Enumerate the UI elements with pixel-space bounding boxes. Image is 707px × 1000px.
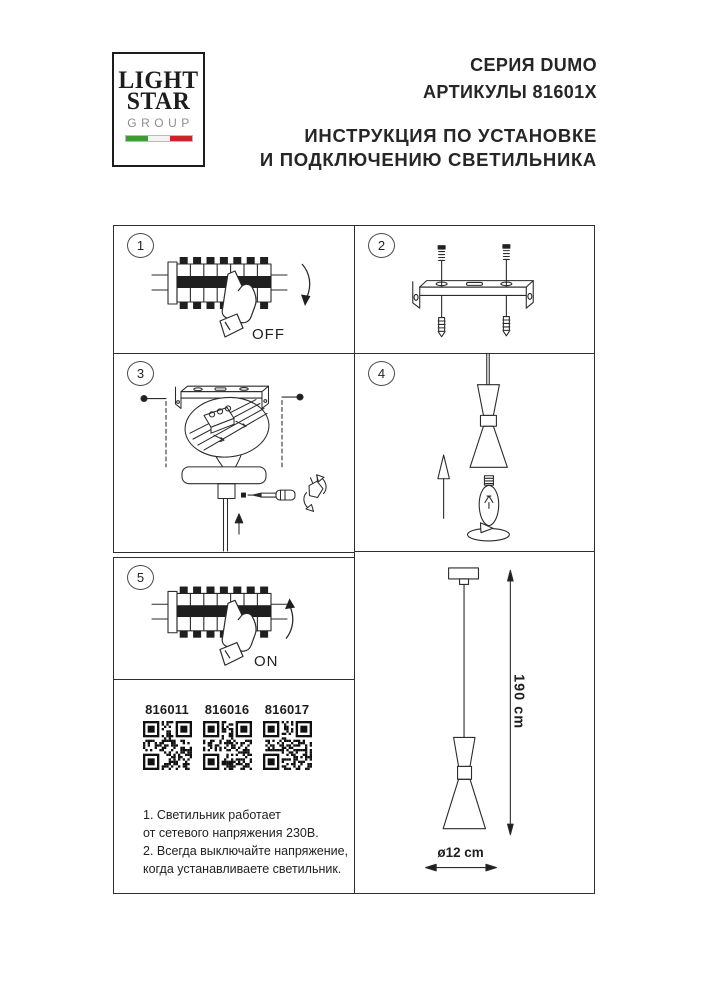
down-arrowhead — [301, 295, 311, 307]
down-arrow — [302, 264, 310, 297]
light-bulb-icon — [479, 476, 499, 526]
instruction-title-line2: И ПОДКЛЮЧЕНИЮ СВЕТИЛЬНИКА — [259, 148, 597, 170]
qr-code-row — [142, 702, 312, 770]
logo-word-light: LIGHT — [118, 67, 199, 94]
up-arrow — [286, 606, 293, 638]
logo-word-group: GROUP — [127, 116, 194, 130]
qr-notes-panel — [113, 679, 355, 894]
up-arrow — [235, 514, 243, 534]
shade-bulb-illustration — [355, 354, 594, 551]
turning-hand-icon — [304, 475, 326, 512]
note-line: от сетевого напряжения 230В. — [143, 826, 319, 840]
diameter-dimension-line — [426, 864, 497, 871]
qr-item — [262, 702, 312, 770]
pendant-dimensions-illustration — [355, 552, 594, 893]
step-2-panel — [354, 225, 595, 354]
up-arrow — [438, 455, 450, 518]
canopy-wiring-illustration — [114, 354, 354, 552]
mounting-bracket — [413, 281, 533, 309]
safety-notes — [143, 806, 348, 878]
step-3-panel — [113, 353, 355, 553]
height-dimension-label: 190 cm — [510, 674, 527, 730]
ceiling-canopy — [182, 467, 266, 551]
qr-item — [142, 702, 192, 770]
terminal-block-magnifier — [183, 394, 272, 475]
off-label: OFF — [252, 326, 285, 343]
logo-word-star: STAR — [126, 88, 191, 115]
qr-code — [263, 721, 312, 770]
step-3-number: 3 — [127, 361, 154, 386]
article-code-label: 816017 — [264, 702, 310, 717]
article-code-label: 816016 — [204, 702, 250, 717]
series-title: СЕРИЯ DUMO — [470, 55, 597, 75]
screwdriver-icon — [253, 490, 295, 500]
step-4-number: 4 — [368, 361, 395, 386]
articles-title: АРТИКУЛЫ 81601X — [423, 82, 597, 102]
qr-item — [202, 702, 252, 770]
note-line: когда устанавливаете светильник. — [143, 862, 342, 876]
flag-white-segment — [148, 136, 170, 141]
qr-code — [203, 721, 252, 770]
set-screw — [241, 493, 246, 498]
article-code-label: 816011 — [145, 702, 189, 717]
pendant-lamp-drawing — [443, 568, 485, 829]
flag-green-segment — [126, 136, 148, 141]
diameter-dimension-label: ø12 cm — [437, 845, 484, 861]
italian-flag-bar — [125, 135, 193, 142]
step-2-number: 2 — [368, 233, 395, 258]
note-line: 2. Всегда выключайте напряжение, — [143, 844, 349, 858]
diabolo-shade — [470, 385, 507, 468]
flag-red-segment — [170, 136, 192, 141]
lightstar-logo — [112, 52, 205, 167]
step-4-panel — [354, 353, 595, 552]
dimensions-panel — [354, 551, 595, 894]
document-header — [260, 52, 597, 171]
step-1-number: 1 — [127, 233, 154, 258]
step-5-number: 5 — [127, 565, 154, 590]
instruction-title-line1: ИНСТРУКЦИЯ ПО УСТАНОВКЕ — [304, 125, 597, 146]
on-label: ON — [254, 654, 279, 671]
wall-anchor-icon — [438, 295, 510, 336]
step-1-panel — [113, 225, 355, 354]
qr-code — [143, 721, 192, 770]
cord — [487, 354, 489, 385]
note-line: 1. Светильник работает — [143, 808, 281, 822]
step-5-panel — [113, 557, 355, 680]
